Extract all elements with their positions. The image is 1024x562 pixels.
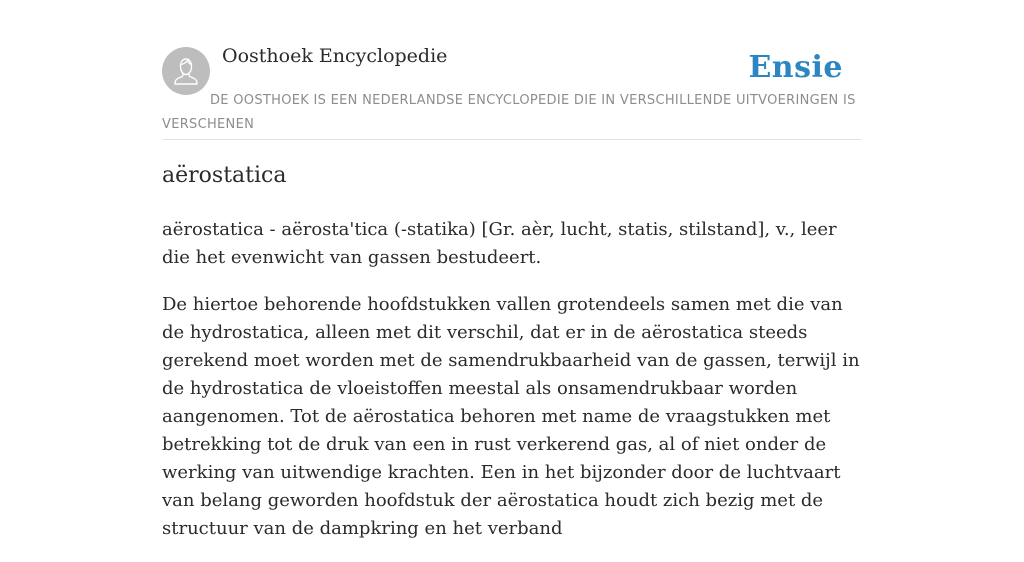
brand-logo-link[interactable]: Ensie [748,50,843,85]
entry-paragraph: De hiertoe behorende hoofdstukken vallen grotendeels samen met die van de hydrostatica, alleen met dit verschil, dat er in de aërostatica steeds gerekend moet worden met de samendrukbaarheid van de gassen, terwijl in de hydrostatica de vloeistoffen meestal als onsamendrukbaar worden aangenomen. Tot de aërostatica behoren met name de vraagstukken met betrekking tot de druk van een in rust verkerend gas, al of niet onder de werking van uitwendige krachten. Een in het bijzonder door de luchtvaart van belang geworden hoofdstuk der aërostatica houdt zich bezig met de structuur van de dampkring en het verband [162,294,860,539]
user-icon [162,47,210,95]
avatar[interactable] [162,47,210,95]
site-title-link[interactable]: Oosthoek Encyclopedie [222,45,448,67]
site-header [162,0,862,140]
entry-paragraph: aërostatica - aërosta'tica (-statika) [Gr. aèr, lucht, statis, stilstand], v., leer die het evenwicht van gassen bestudeert. [162,219,837,268]
content-container [162,0,862,539]
entry-body [162,216,862,562]
site-description: DE OOSTHOEK IS EEN NEDERLANDSE ENCYCLOPEDIE DIE IN VERSCHILLENDE UITVOERINGEN IS VERSCHENEN [162,93,856,132]
entry-title: aërostatica [162,163,287,188]
